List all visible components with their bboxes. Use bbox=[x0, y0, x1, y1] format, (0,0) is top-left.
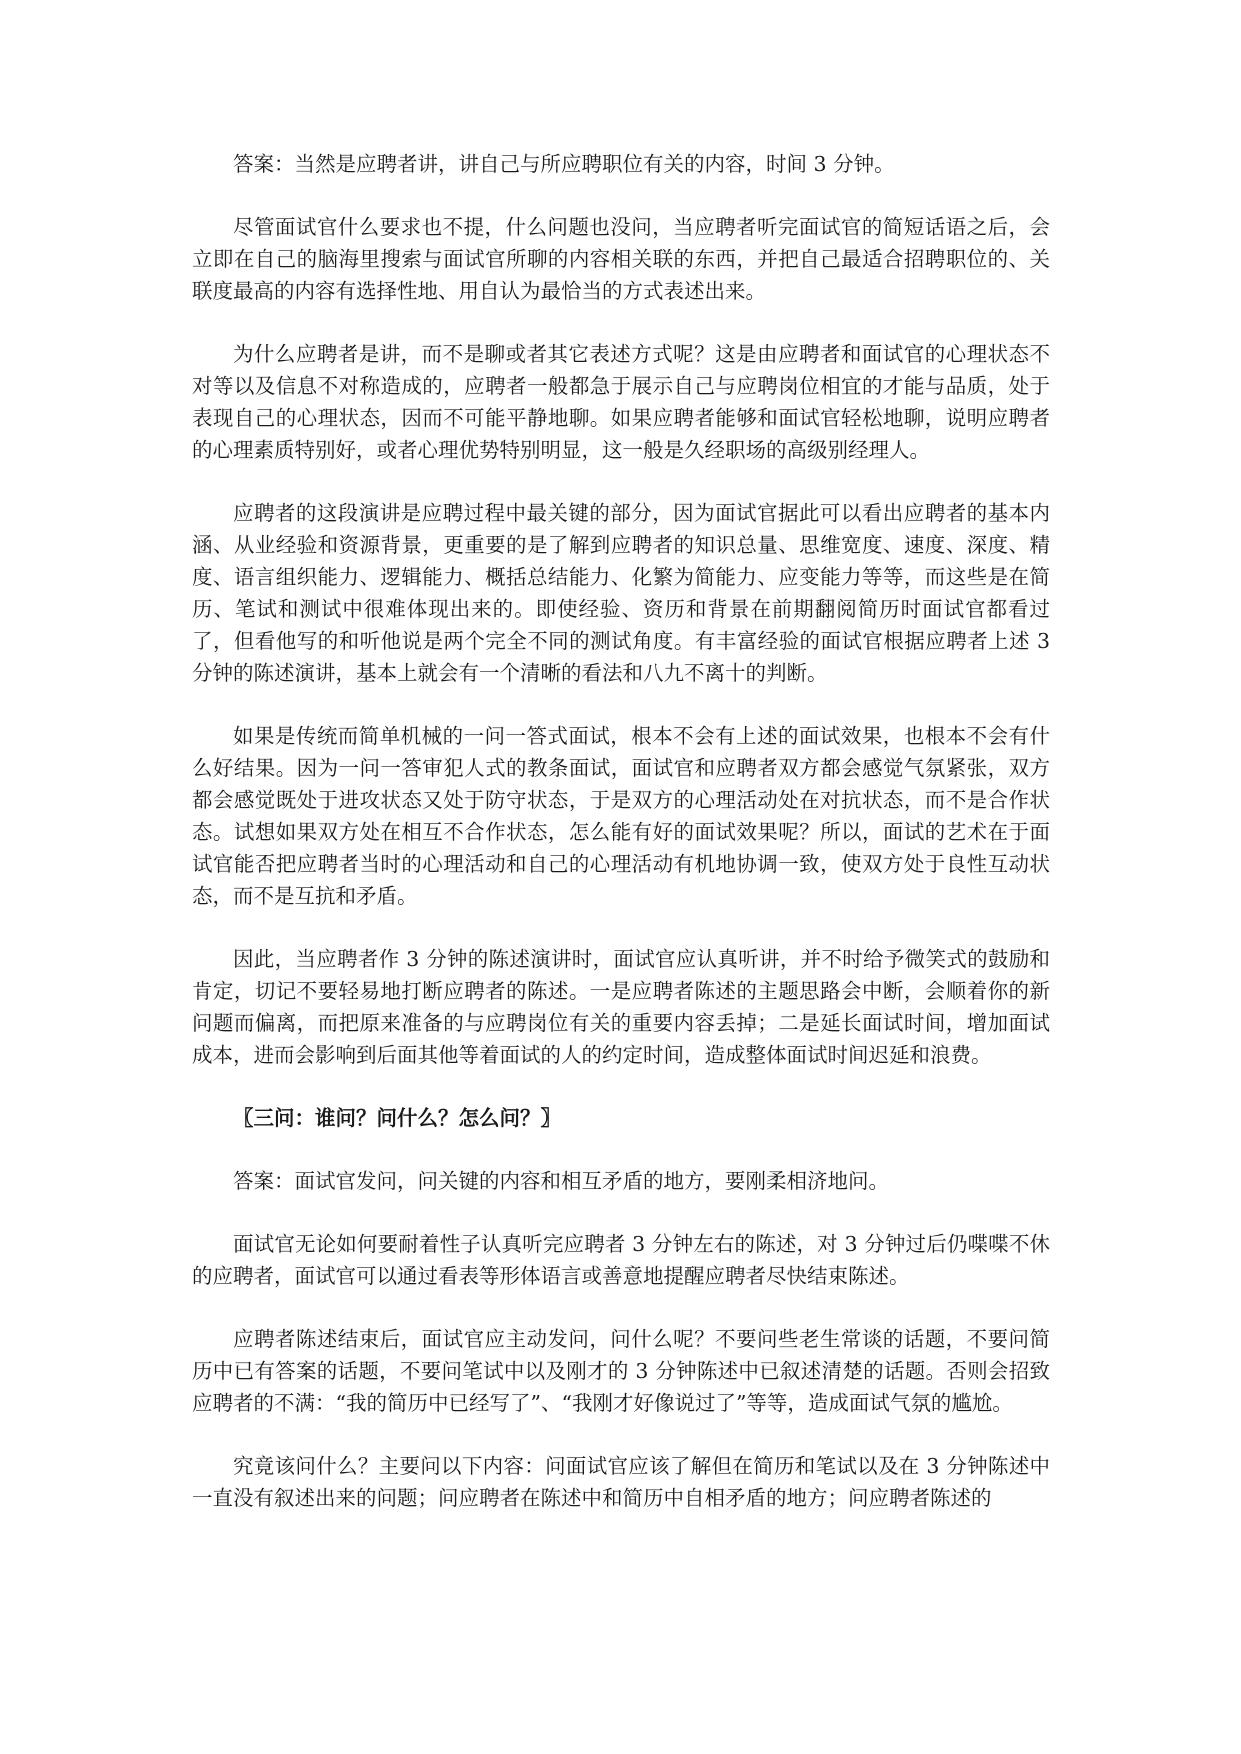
paragraph-therefore: 因此，当应聘者作 3 分钟的陈述演讲时，面试官应认真听讲，并不时给予微笑式的鼓励和肯定，切记不要轻易地打断应聘者的陈述。一是应聘者陈述的主题思路会中断，会顺着你的新问题而偏离，而把原来准备的与应聘岗位有关的重要内容丢掉；二是延长面试时间，增加面试成本，进而会影响到后面其他等着面试的人的约定时间，造成整体面试时间迟延和浪费。 bbox=[192, 947, 1050, 1067]
paragraph-what-to-ask: 应聘者陈述结束后，面试官应主动发问，问什么呢？不要问些老生常谈的话题，不要问简历中已有答案的话题，不要问笔试中以及刚才的 3 分钟陈述中已叙述清楚的话题。否则会招致应聘者的不满：“我的简历中已经写了”、“我刚才好像说过了”等等，造成面试气氛的尴尬。 bbox=[192, 1327, 1050, 1415]
paragraph-why-speak: 为什么应聘者是讲，而不是聊或者其它表述方式呢？这是由应聘者和面试官的心理状态不对等以及信息不对称造成的，应聘者一般都急于展示自己与应聘岗位相宜的才能与品质，处于表现自己的心理状态，因而不可能平静地聊。如果应聘者能够和面试官轻松地聊，说明应聘者的心理素质特别好，或者心理优势特别明显，这一般是久经职场的高级别经理人。 bbox=[192, 342, 1050, 462]
document-body bbox=[192, 148, 1050, 1545]
paragraph-patience: 面试官无论如何要耐着性子认真听完应聘者 3 分钟左右的陈述，对 3 分钟过后仍喋喋不休的应聘者，面试官可以通过看表等形体语言或善意地提醒应聘者尽快结束陈述。 bbox=[192, 1232, 1050, 1288]
paragraph-main-content: 究竟该问什么？主要问以下内容：问面试官应该了解但在简历和笔试以及在 3 分钟陈述中一直没有叙述出来的问题；问应聘者在陈述中和简历中自相矛盾的地方；问应聘者陈述的 bbox=[192, 1454, 1050, 1510]
paragraph-answer-2: 答案：面试官发问，问关键的内容和相互矛盾的地方，要刚柔相济地问。 bbox=[233, 1169, 889, 1193]
paragraph-key-speech: 应聘者的这段演讲是应聘过程中最关键的部分，因为面试官据此可以看出应聘者的基本内涵、从业经验和资源背景，更重要的是了解到应聘者的知识总量、思维宽度、速度、深度、精度、语言组织能力、逻辑能力、概括总结能力、化繁为简能力、应变能力等等，而这些是在简历、笔试和测试中很难体现出来的。即使经验、资历和背景在前期翻阅简历时面试官都看过了，但看他写的和听他说是两个完全不同的测试角度。有丰富经验的面试官根据应聘者上述 3 分钟的陈述演讲，基本上就会有一个清晰的看法和八九不离十的判断。 bbox=[192, 501, 1050, 685]
section-heading: 〖三问：谁问？问什么？怎么问？〗 bbox=[233, 1106, 561, 1130]
paragraph-traditional-interview: 如果是传统而简单机械的一问一答式面试，根本不会有上述的面试效果，也根本不会有什么好结果。因为一问一答审犯人式的教条面试，面试官和应聘者双方都会感觉气氛紧张，双方都会感觉既处于进攻状态又处于防守状态，于是双方的心理活动处在对抗状态，而不是合作状态。试想如果双方处在相互不合作状态，怎么能有好的面试效果呢？所以，面试的艺术在于面试官能否把应聘者当时的心理活动和自己的心理活动有机地协调一致，使双方处于良性互动状态，而不是互抗和矛盾。 bbox=[192, 724, 1050, 908]
paragraph-answer-1: 答案：当然是应聘者讲，讲自己与所应聘职位有关的内容，时间 3 分钟。 bbox=[233, 152, 895, 176]
paragraph-interviewer-silence: 尽管面试官什么要求也不提，什么问题也没问，当应聘者听完面试官的简短话语之后，会立即在自己的脑海里搜索与面试官所聊的内容相关联的东西，并把自己最适合招聘职位的、关联度最高的内容有选择性地、用自认为最恰当的方式表述出来。 bbox=[192, 215, 1050, 303]
